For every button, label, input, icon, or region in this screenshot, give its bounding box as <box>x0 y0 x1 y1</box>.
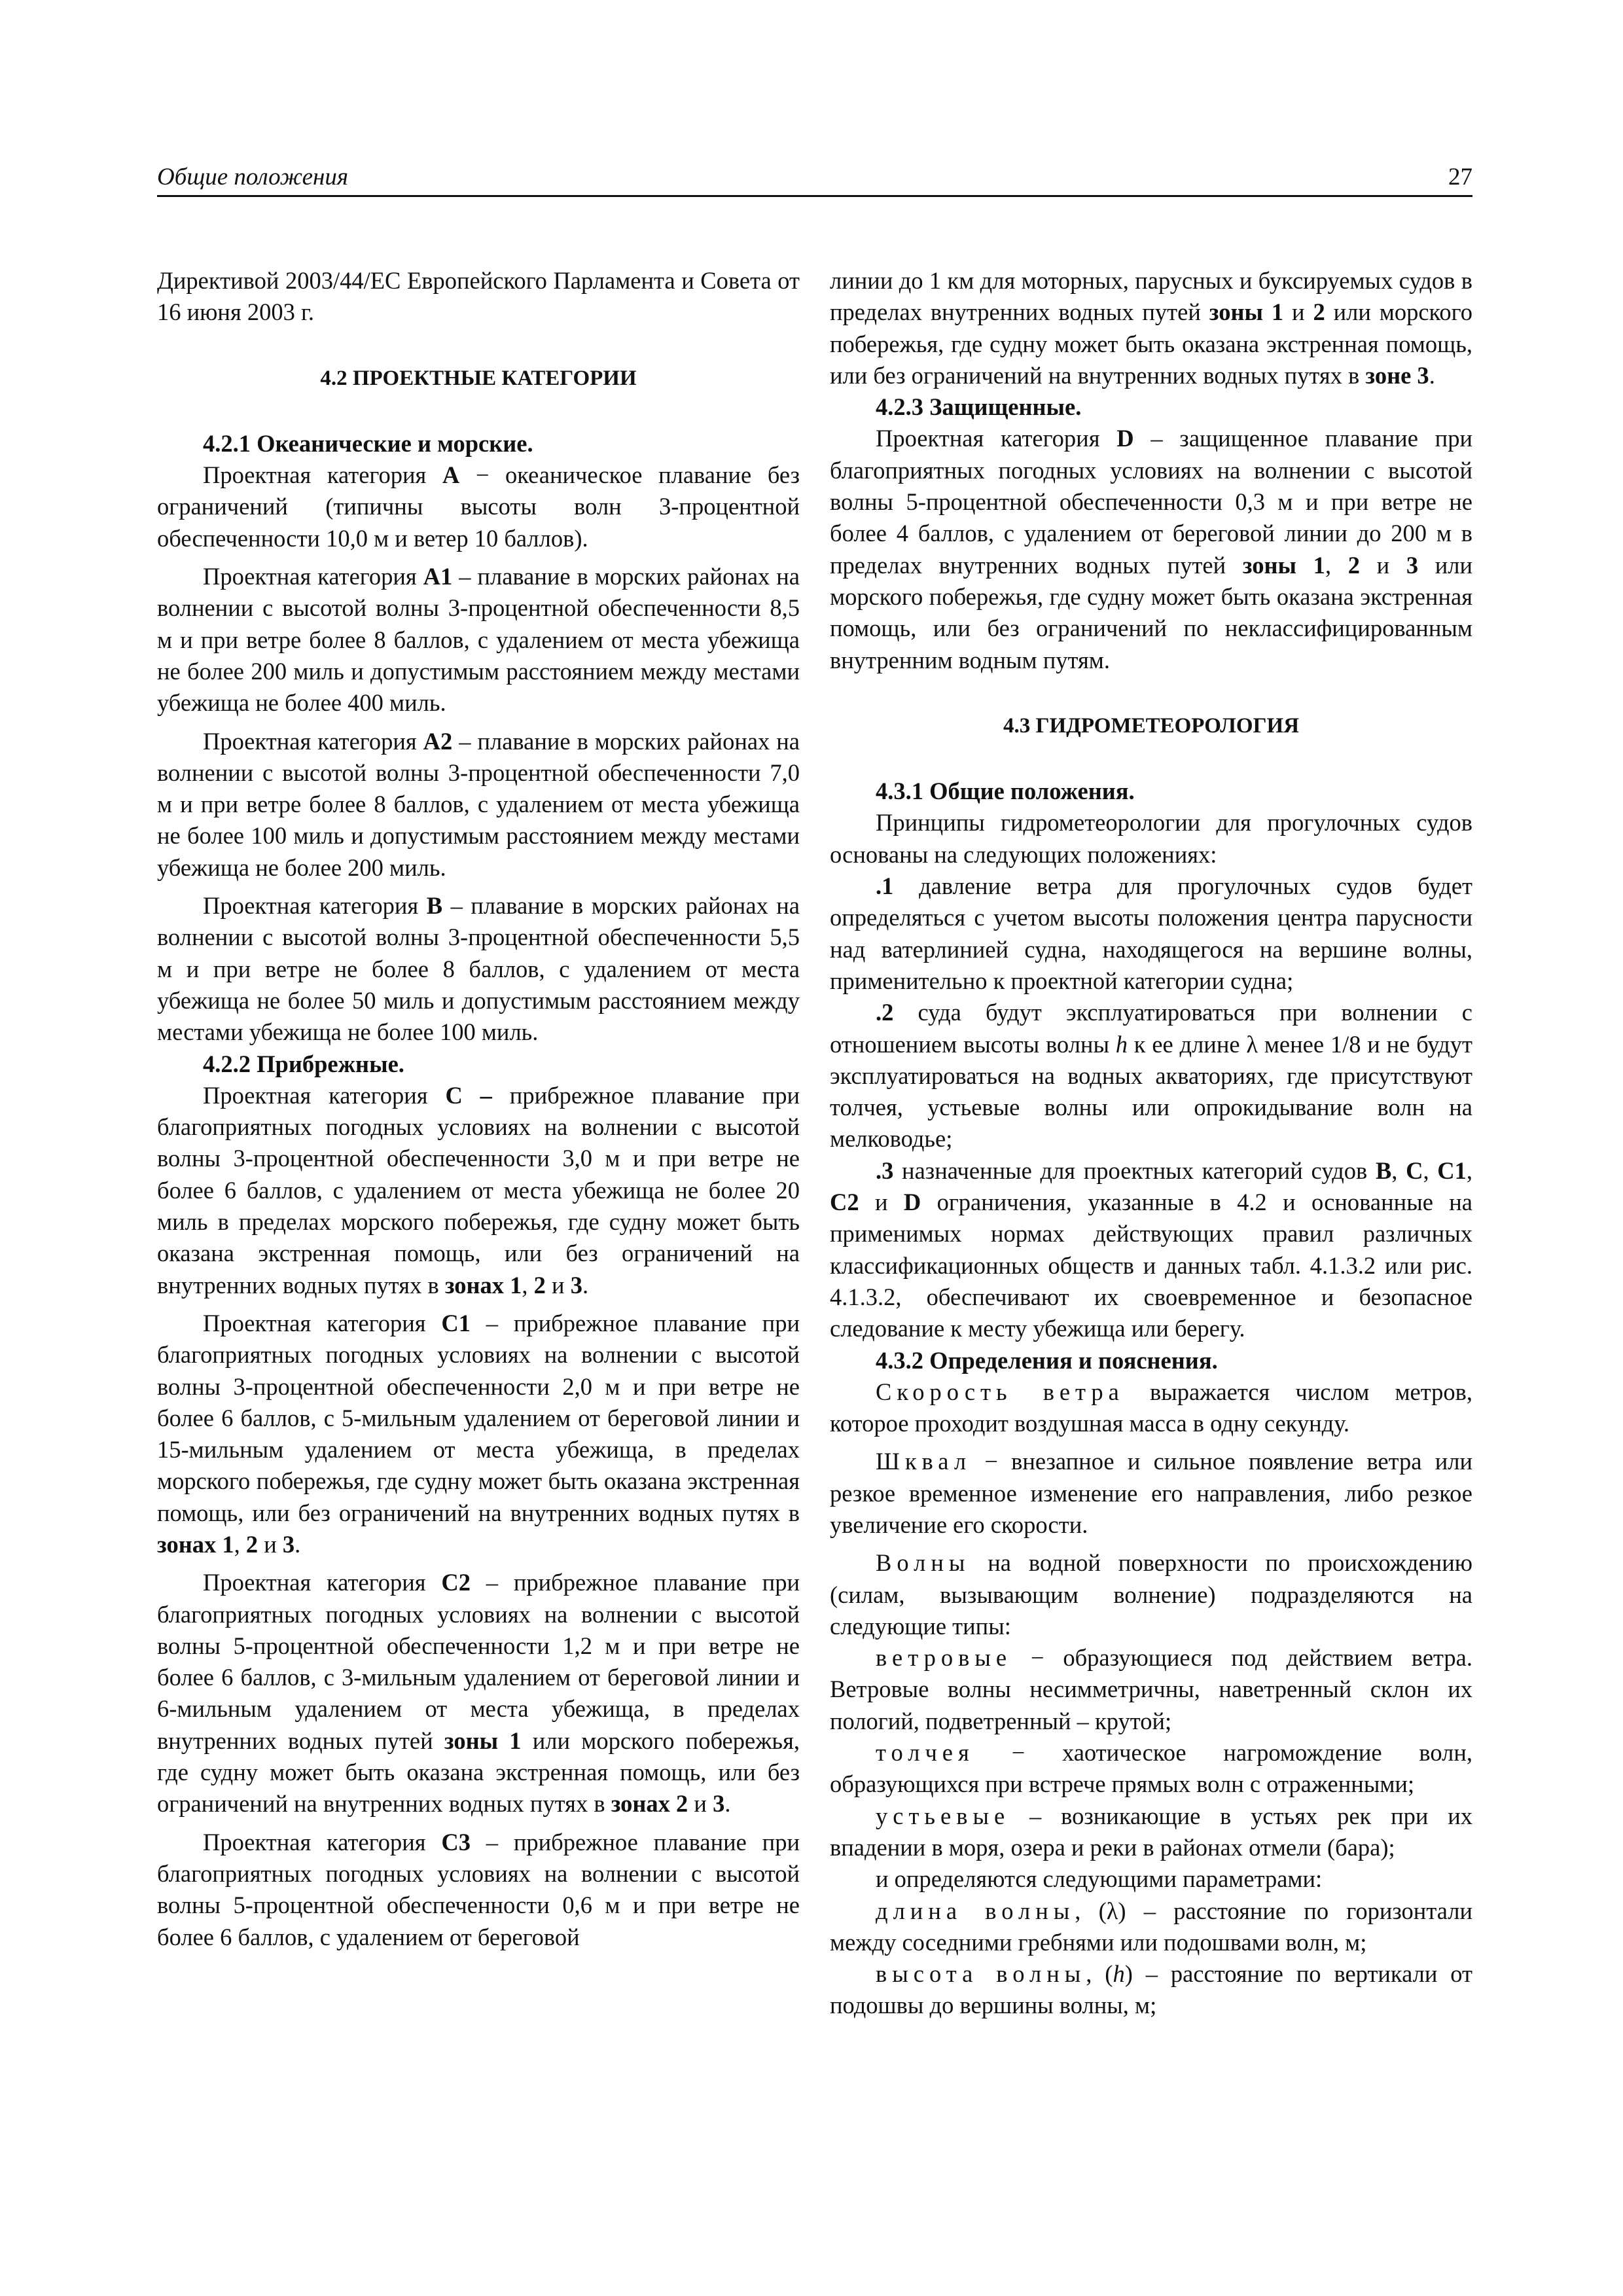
text: Проектная категория <box>203 563 423 590</box>
text: . <box>724 1790 731 1818</box>
category-key: D <box>1116 425 1134 452</box>
text: – плавание в морских районах на волнении с высотой волны 3-процентной обеспеченности 7,0 м и при ветре более 8 баллов, с удалением от места убежища не более 100 миль и допустимым расстоянием между местами убежища не более 200 миль. <box>157 727 800 881</box>
text: и <box>1359 551 1406 579</box>
text: . <box>294 1530 301 1558</box>
term: высота волны <box>876 1960 1086 1988</box>
text: прибрежное плавание при благоприятных погодных условиях на волнении с высотой волны 3-процентной обеспеченности 3,0 м и при ветре не более 6 баллов, с удалением от места убежища не более 20 миль в пределах морского побережья, где судну может быть оказана экстренная помощь, или без ограничений на внутренних водных путях в <box>157 1081 800 1299</box>
text: , <box>234 1530 246 1558</box>
text: и <box>688 1790 713 1818</box>
section-heading-4-3: 4.3 ГИДРОМЕТЕОРОЛОГИЯ <box>1003 713 1300 738</box>
zone-ref: 3 <box>282 1530 295 1558</box>
subsection-heading-4-2-3: 4.2.3 Защищенные. <box>876 393 1082 421</box>
definition-estuary-waves <box>830 1801 1472 1864</box>
list-item-1 <box>830 870 1472 997</box>
category-key: C2 <box>830 1189 859 1216</box>
text: – защищенное плавание при благоприятных погодных условиях на волнении с высотой волны 5-процентной обеспеченности 0,3 м и при ветре не более 4 баллов, с удалением от береговой линии до 200 м в пределах внутренних водных путей <box>830 425 1473 579</box>
zone-ref: 3 <box>713 1790 725 1818</box>
text: и <box>258 1530 283 1558</box>
list-marker: .2 <box>876 999 894 1026</box>
text: − океаническое плавание без ограничений (типичны высоты волн 3-процентной обеспеченности 10,0 м и ветер 10 баллов). <box>157 461 800 552</box>
category-d-paragraph <box>830 423 1472 675</box>
right-column <box>830 265 1472 2022</box>
zone-ref: зонах 1 <box>157 1530 234 1558</box>
text: , <box>522 1271 534 1299</box>
text: Проектная категория <box>203 727 423 755</box>
text: Проектная категория <box>203 1828 442 1856</box>
category-key: B <box>1375 1157 1392 1184</box>
zone-ref: 3 <box>570 1271 582 1299</box>
text: − хаотическое нагромождение волн, образующихся при встрече прямых волн с отраженными; <box>830 1739 1472 1798</box>
text: или морского побережья, где судну может быть оказана экстренная помощь, или без ограничений по неклассифицированным внутренним водным путям. <box>830 551 1472 673</box>
symbol: ) <box>1124 1960 1133 1988</box>
term: ветровые <box>876 1644 1012 1672</box>
text: Проектная категория <box>203 461 442 489</box>
symbol: , ( <box>1086 1960 1113 1988</box>
category-key: C3 <box>441 1828 471 1856</box>
text: – плавание в морских районах на волнении с высотой волны 3-процентной обеспеченности 8,5 м и при ветре более 8 баллов, с удалением от места убежища не более 200 миль и допустимым расстоянием между местами убежища не более 400 миль. <box>157 563 800 717</box>
text: назначенные для проектных категорий судов <box>893 1157 1376 1184</box>
text: расстояние по горизонтали между соседними гребнями или подошвами волн, м; <box>830 1897 1473 1956</box>
category-key: A1 <box>423 563 453 590</box>
category-c-paragraph <box>157 1080 800 1301</box>
definition-squall <box>830 1446 1472 1541</box>
text: Проектная категория <box>203 1081 446 1109</box>
category-key: C1 <box>441 1309 471 1336</box>
category-c3-paragraph <box>157 1827 800 1953</box>
category-a2-paragraph <box>157 726 800 884</box>
text: – плавание в морских районах на волнении с высотой волны 3-процентной обеспеченности 5,5 м и при ветре не более 8 баллов, с удалением от места убежища не более 50 миль и допустимым расстоянием между местами убежища не более 100 миль. <box>157 892 800 1046</box>
category-key: C1 <box>1437 1157 1467 1184</box>
zone-ref: зонах 2 <box>611 1790 688 1818</box>
zone-ref: зоны 1 <box>1242 551 1325 579</box>
text: − внезапное и сильное появление ветра или резкое временное изменение его направления, либо резкое увеличение его скорости. <box>830 1448 1472 1538</box>
header-title: Общие положения <box>157 164 349 190</box>
term: Скорость ветра <box>876 1378 1124 1405</box>
zone-ref: 2 <box>1347 551 1360 579</box>
subsection-heading-4-3-1: 4.3.1 Общие положения. <box>876 778 1135 805</box>
text: линии до 1 км для моторных, парусных и буксируемых судов в пределах внутренних водных путей <box>830 267 1472 326</box>
page-number: 27 <box>1448 164 1472 190</box>
text: , <box>1325 551 1348 579</box>
list-marker: .3 <box>876 1157 894 1184</box>
text: и <box>1283 298 1313 326</box>
text: – прибрежное плавание при благоприятных погодных условиях на волнении с высотой волны 5-процентной обеспеченности 1,2 м и при ветре не более 6 баллов, с 3-мильным удалением от береговой линии и 6-мильным удалением от места убежища, в пределах внутренних водных путей <box>157 1569 800 1754</box>
definition-wind-speed <box>830 1376 1472 1440</box>
term: Волны <box>876 1549 971 1577</box>
definition-waves <box>830 1547 1472 1642</box>
zone-ref: 2 <box>245 1530 259 1558</box>
text: ограничения, указанные в 4.2 и основанные на применимых нормах действующих правил различных классификационных обществ и данных табл. 4.1.3.2 или рис. 4.1.3.2, обеспечивают их своевременное и безопасное следование к месту убежища или берегу. <box>830 1189 1473 1342</box>
text: и <box>859 1189 904 1216</box>
left-column <box>157 265 800 1953</box>
category-c2-paragraph <box>157 1567 800 1820</box>
category-b-paragraph <box>157 890 800 1048</box>
text: и <box>545 1271 571 1299</box>
subsection-heading-4-3-2: 4.3.2 Определения и пояснения. <box>876 1346 1218 1374</box>
definition-choppy-sea <box>830 1737 1472 1801</box>
text: на водной поверхности по происхождению (силам, вызывающим волнение) подразделяются на следующие типы: <box>830 1549 1472 1640</box>
zone-ref: зоне 3 <box>1365 361 1429 389</box>
category-a-paragraph <box>157 459 800 554</box>
definition-wave-length <box>830 1895 1472 1959</box>
text: или морского побережья, где судну может быть оказана экстренная помощь, или без ограничений на внутренних водных путях в <box>157 1727 800 1818</box>
text: Проектная категория <box>203 1569 442 1596</box>
text: – прибрежное плавание при благоприятных погодных условиях на волнении с высотой волны 5-процентной обеспеченности 0,6 м и при ветре не более 6 баллов, с удалением от береговой <box>157 1828 800 1950</box>
text: давление ветра для прогулочных судов будет определяться с учетом высоты положения центра парусности над ватерлинией судна, находящегося на вершине волны, применительно к проектной категории судна; <box>830 872 1472 994</box>
symbol-h: h <box>1113 1960 1125 1988</box>
text: . <box>582 1271 589 1299</box>
subsection-heading-4-2-1: 4.2.1 Океанические и морские. <box>203 429 533 457</box>
term: Шквал <box>876 1448 972 1475</box>
text: суда будут эксплуатироваться при волнении с отношением высоты волны <box>830 999 1472 1058</box>
text: . <box>1429 361 1435 389</box>
symbol: , (λ) – <box>1075 1897 1156 1924</box>
subsection-heading-4-2-2: 4.2.2 Прибрежные. <box>203 1050 404 1077</box>
section-heading-4-2: 4.2 ПРОЕКТНЫЕ КАТЕГОРИИ <box>320 366 637 390</box>
text: − образующиеся под действием ветра. Ветровые волны несимметричны, наветренный склон их пологий, подветренный – крутой; <box>830 1644 1472 1734</box>
paragraph-continuation: Директивой 2003/44/ЕС Европейского Парламента и Совета от 16 июня 2003 г. <box>157 267 800 326</box>
category-key: A <box>442 461 460 489</box>
term: длина волны <box>876 1897 1075 1924</box>
symbol-h: h <box>1115 1030 1128 1058</box>
list-marker: .1 <box>876 872 894 900</box>
text: , <box>1423 1157 1438 1184</box>
zone-ref: 2 <box>533 1271 546 1299</box>
text: , <box>1466 1157 1473 1184</box>
zone-ref: зоны 1 <box>1209 298 1284 326</box>
text: – возникающие в устьях рек при их впадении в моря, озера и реки в районах отмели (бара); <box>830 1802 1472 1861</box>
term: устьевые <box>876 1802 1010 1829</box>
definition-wind-waves <box>830 1642 1472 1737</box>
text: Проектная категория <box>876 425 1117 452</box>
category-key: C2 <box>441 1569 471 1596</box>
text: или морского побережья, где судну может быть оказана экстренная помощь, или без ограничений на внутренних водных путях в <box>830 298 1472 389</box>
text: к ее длине λ менее 1/8 и не будут эксплуатироваться на водных акваториях, где присутствуют толчея, устьевые волны или опрокидывание волн на мелководье; <box>830 1030 1472 1153</box>
text: Проектная категория <box>203 892 427 920</box>
text: – прибрежное плавание при благоприятных погодных условиях на волнении с высотой волны 3-процентной обеспеченности 2,0 м и при ветре не более 6 баллов, с 5-мильным удалением от береговой линии и 15-мильным удалением от места убежища, в пределах морского побережья, где судну может быть оказана экстренная помощь, или без ограничений на внутренних водных путях в <box>157 1309 800 1526</box>
running-header <box>157 157 1472 197</box>
text: , <box>1391 1157 1406 1184</box>
category-a1-paragraph <box>157 561 800 719</box>
text: Проектная категория <box>203 1309 442 1336</box>
list-item-2 <box>830 997 1472 1155</box>
list-item-3 <box>830 1155 1472 1345</box>
category-key: C <box>1406 1157 1423 1184</box>
category-key: C – <box>445 1081 492 1109</box>
category-key: B <box>426 892 443 920</box>
text: – расстояние по вертикали от подошвы до вершины волны, м; <box>830 1960 1472 2019</box>
zone-ref: зоны 1 <box>444 1727 522 1754</box>
parameters-intro: и определяются следующими параметрами: <box>876 1865 1323 1893</box>
definition-wave-height <box>830 1958 1472 2022</box>
zone-ref: 2 <box>1313 298 1325 326</box>
category-key: A2 <box>423 727 453 755</box>
term: толчея <box>876 1739 974 1767</box>
category-c1-paragraph <box>157 1308 800 1560</box>
zone-ref: 3 <box>1406 551 1419 579</box>
zone-ref: зонах 1 <box>444 1271 522 1299</box>
category-key: D <box>903 1189 921 1216</box>
principles-paragraph: Принципы гидрометеорологии для прогулочных судов основаны на следующих положениях: <box>830 809 1472 868</box>
paragraph-continuation <box>830 265 1472 391</box>
text: выражается числом метров, которое проходит воздушная масса в одну секунду. <box>830 1378 1473 1437</box>
